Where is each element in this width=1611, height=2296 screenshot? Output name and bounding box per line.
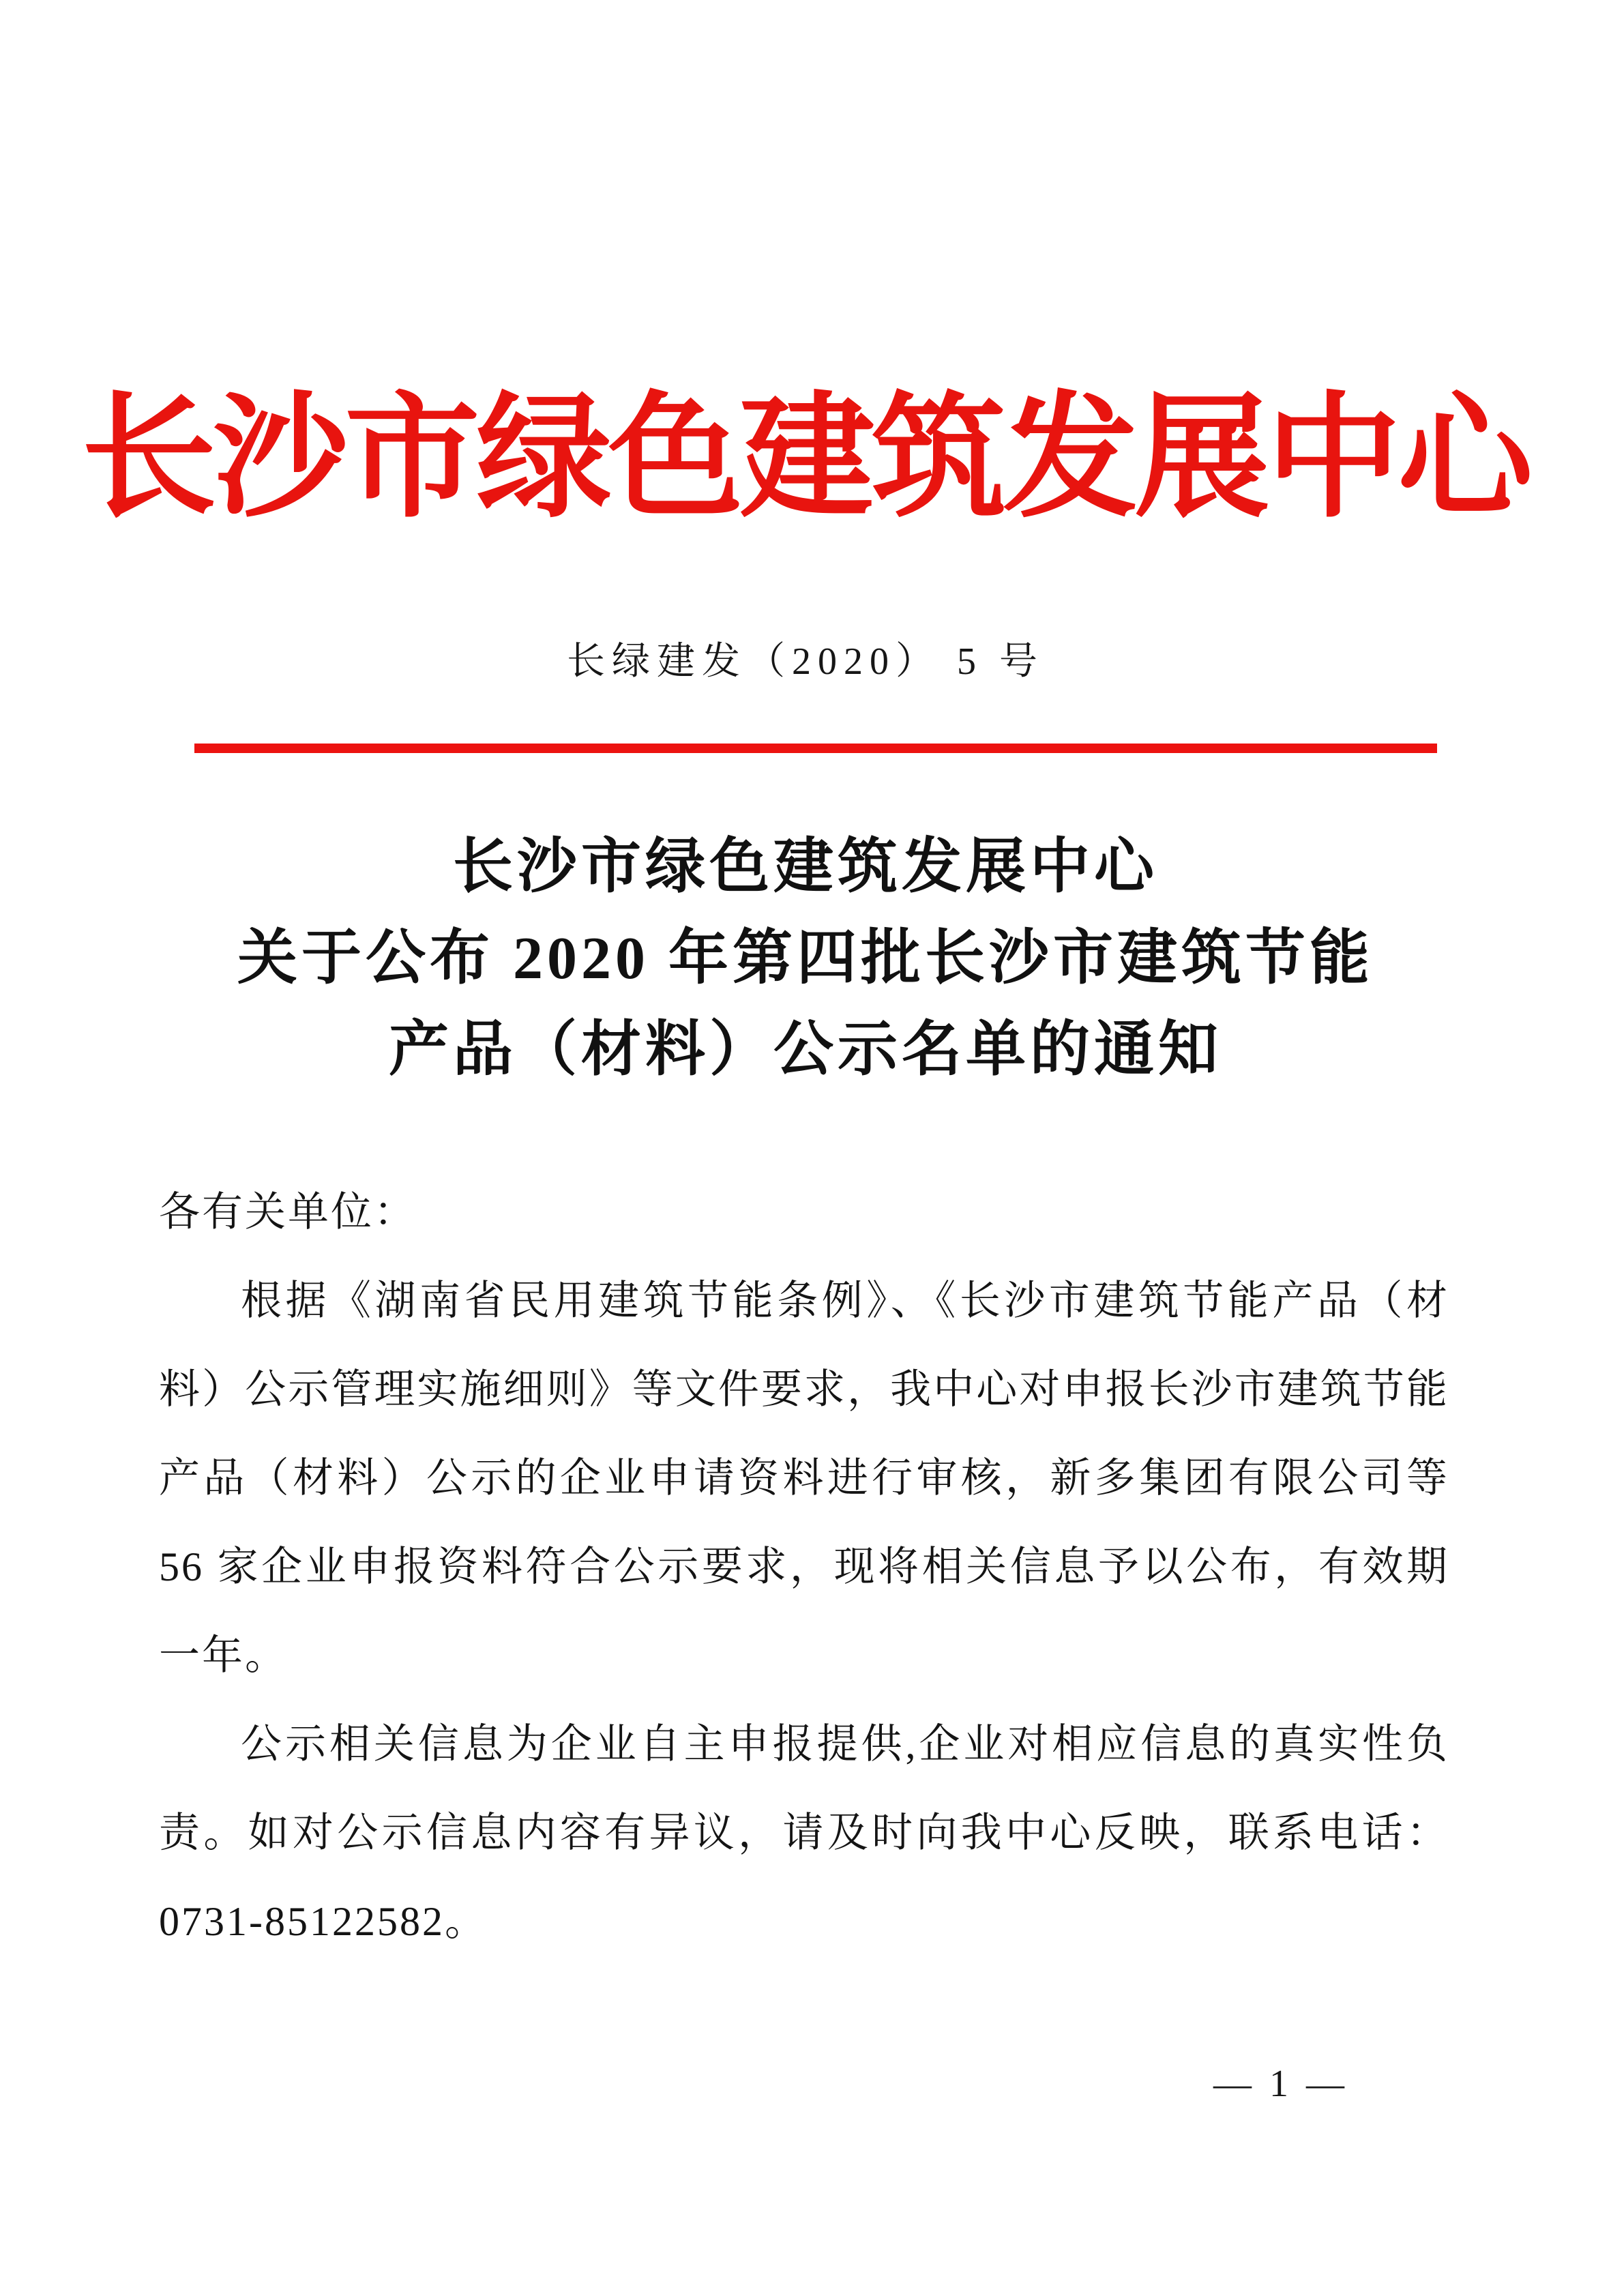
notice-title-line-3: 产品（材料）公示名单的通知 — [388, 1017, 1222, 1083]
notice-title — [0, 822, 1611, 1096]
salutation: 各有关单位： — [159, 1190, 417, 1235]
document-number: 长绿建发（2020） 5 号 — [567, 641, 1044, 683]
notice-body — [159, 1168, 1449, 1966]
body-paragraph-2: 公示相关信息为企业自主申报提供,企业对相应信息的真实性负责。如对公示信息内容有异议，请及时向我中心反映，联系电话：0731-85122582。 — [159, 1722, 1449, 1944]
notice-title-line-2: 关于公布 2020 年第四批长沙市建筑节能 — [237, 926, 1374, 992]
notice-title-line-1: 长沙市绿色建筑发展中心 — [452, 834, 1158, 900]
body-paragraph-1: 根据《湖南省民用建筑节能条例》、《长沙市建筑节能产品（材料）公示管理实施细则》等文件要求，我中心对申报长沙市建筑节能产品（材料）公示的企业申请资料进行审核，新多集团有限公司等 56 家企业申报资料符合公示要求，现将相关信息予以公布，有效期一年。 — [159, 1278, 1449, 1678]
letterhead-title: 长沙市绿色建筑发展中心 — [81, 384, 1530, 533]
page-number: — 1 — — [1213, 2063, 1348, 2105]
red-divider-rule — [194, 744, 1437, 753]
